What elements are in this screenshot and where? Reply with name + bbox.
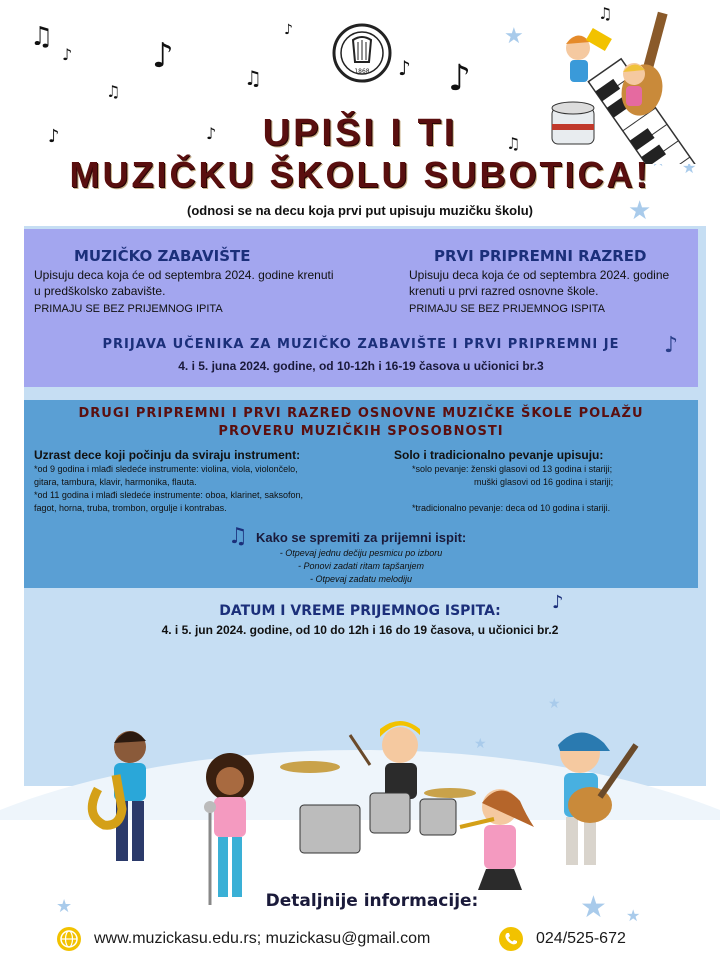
star-icon: ★	[56, 896, 73, 917]
instrument-line: *od 9 godina i mlađi sledeće instrumente: violina, viola, violončelo,	[34, 464, 298, 474]
music-note-icon: ♪	[48, 126, 60, 147]
star-icon: ★	[580, 890, 607, 925]
music-note-icon: ♫	[244, 66, 262, 90]
star-icon: ★	[548, 696, 561, 712]
music-note-icon: ♫	[106, 82, 121, 101]
music-note-icon: ♪	[552, 592, 564, 613]
web-email-link[interactable]: www.muzickasu.edu.rs; muzickasu@gmail.com	[94, 930, 431, 947]
instrument-line: *od 11 godina i mlađi sledeće instrumente: oboa, klarinet, saksofon,	[34, 490, 303, 500]
music-note-icon: ♪	[206, 124, 217, 143]
exam-heading-line1: DRUGI PRIPREMNI I PRVI RAZRED OSNOVNE MUZIČKE ŠKOLE POLAŽU	[78, 406, 644, 421]
music-note-icon: ♪	[448, 58, 471, 99]
star-icon: ★	[626, 906, 641, 925]
exam-date-heading: DATUM I VREME PRIJEMNOG ISPITA:	[219, 603, 501, 619]
school-logo	[332, 22, 392, 84]
exam-heading-line2: PROVERU MUZIČKIH SPOSOBNOSTI	[218, 424, 504, 439]
music-note-icon: ♪	[398, 56, 411, 80]
music-note-icon: ♫	[506, 134, 521, 153]
phone-number[interactable]: 024/525-672	[536, 930, 626, 947]
instrument-line: fagot, horna, truba, trombon, orgulje i kontrabas.	[34, 503, 227, 513]
prep-title: Kako se spremiti za prijemni ispit:	[256, 530, 467, 545]
zabaviste-note: PRIMAJU SE BEZ PRIJEMNOG IPITA	[34, 303, 223, 315]
instrument-title: Uzrast dece koji počinju da sviraju instrument:	[34, 448, 301, 462]
pripremni-text: Upisuju deca koja će od septembra 2024. godine krenuti u prvi razred osnovne škole.	[409, 268, 670, 298]
star-icon: ★	[504, 24, 524, 49]
prep-item: - Otpevaj zadatu melodiju	[309, 574, 413, 584]
zabaviste-heading: MUZIČKO ZABAVIŠTE	[74, 247, 251, 265]
music-note-icon: ♪	[152, 36, 174, 76]
pripremni-note: PRIMAJU SE BEZ PRIJEMNOG ISPITA	[409, 303, 605, 315]
music-note-icon: ♪	[62, 45, 73, 64]
pripremni-heading: PRVI PRIPREMNI RAZRED	[434, 247, 647, 265]
star-icon: ★	[474, 736, 487, 752]
singing-title: Solo i tradicionalno pevanje upisuju:	[394, 448, 604, 462]
star-icon: ★	[628, 196, 652, 226]
globe-icon	[56, 926, 82, 952]
exam-info-box	[24, 400, 698, 588]
prep-item: - Otpevaj jednu dečiju pesmicu po izboru	[279, 548, 443, 558]
music-note-icon: ♪	[284, 22, 293, 38]
exam-date-text: 4. i 5. jun 2024. godine, od 10 do 12h i 16 do 19 časova, u učionici br.2	[161, 623, 559, 637]
page-title-line2: MUZIČKU ŠKOLU SUBOTICA!	[69, 154, 651, 195]
enrollment-box	[24, 229, 698, 387]
music-note-icon: ♪	[664, 333, 679, 358]
singing-line: muški glasovi od 16 godina i stariji;	[474, 477, 614, 487]
page-subtitle: (odnosi se na decu koja prvi put upisuju muzičku školu)	[187, 203, 533, 218]
instrument-line: gitara, tambura, klavir, harmonika, flauta.	[34, 477, 197, 487]
zabaviste-text: Upisuju deca koja će od septembra 2024. godine krenuti u predškolsko zabavište.	[34, 268, 334, 298]
singing-line: *tradicionalno pevanje: deca od 10 godina i stariji.	[412, 503, 611, 513]
singing-line: *solo pevanje: ženski glasovi od 13 godina i stariji;	[412, 464, 613, 474]
details-label: Detaljnije informacije:	[265, 891, 479, 911]
prep-item: - Ponovi zadati ritam tapšanjem	[297, 561, 425, 571]
star-icon: ★	[682, 158, 697, 177]
music-note-icon: ♫	[598, 4, 613, 23]
music-note-icon: ♫	[30, 22, 54, 52]
children-band-illustration	[70, 715, 660, 910]
logo-year: 1868	[354, 68, 370, 75]
prijava-heading: PRIJAVA UČENIKA ZA MUZIČKO ZABAVIŠTE I PRVI PRIPREMNI JE	[102, 337, 620, 352]
music-note-icon: ♫	[228, 524, 248, 549]
page-title-line1: UPIŠI I TI	[262, 112, 458, 154]
phone-icon	[498, 926, 524, 952]
prijava-date: 4. i 5. juna 2024. godine, od 10-12h i 16-19 časova u učionici br.3	[178, 359, 544, 373]
